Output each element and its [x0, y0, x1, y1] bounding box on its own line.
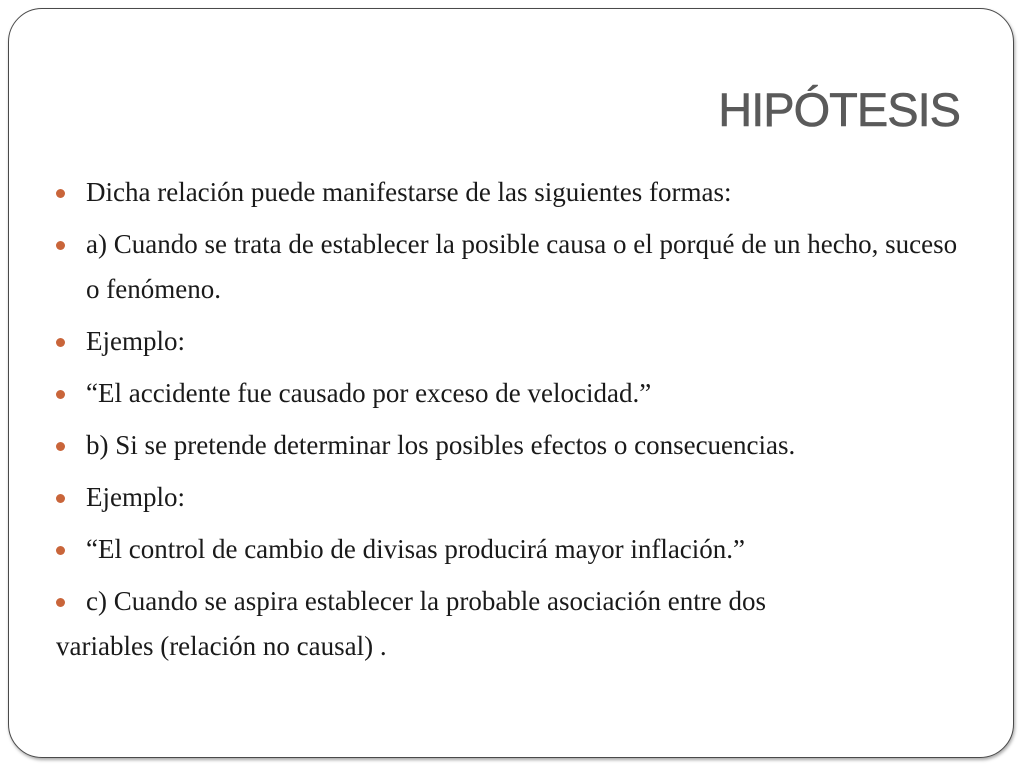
bullet-item	[56, 527, 976, 572]
bullet-item	[56, 319, 976, 364]
bullet-item	[56, 475, 976, 520]
bullet-item	[56, 423, 976, 468]
bullet-item	[56, 371, 976, 416]
bullet-text: “El accidente fue causado por exceso de velocidad.”	[86, 378, 652, 408]
bullet-dot-icon	[56, 390, 65, 399]
continuation-text: variables (relación no causal) .	[56, 631, 387, 661]
bullet-text: “El control de cambio de divisas producirá mayor inflación.”	[86, 534, 746, 564]
bullet-text: b) Si se pretende determinar los posibles efectos o consecuencias.	[86, 430, 796, 460]
bullet-text: Ejemplo:	[86, 482, 185, 512]
bullet-dot-icon	[56, 241, 65, 250]
bullet-item	[56, 170, 976, 215]
bullet-list	[56, 170, 976, 624]
slide-content	[56, 170, 976, 669]
bullet-item	[56, 222, 976, 312]
bullet-text: Dicha relación puede manifestarse de las siguientes formas:	[86, 177, 732, 207]
bullet-item	[56, 579, 976, 624]
bullet-dot-icon	[56, 546, 65, 555]
bullet-dot-icon	[56, 338, 65, 347]
bullet-text: Ejemplo:	[86, 326, 185, 356]
bullet-text: c) Cuando se aspira establecer la probable asociación entre dos	[86, 586, 766, 616]
bullet-dot-icon	[56, 494, 65, 503]
slide-title: HIPÓTESIS	[718, 83, 960, 136]
bullet-dot-icon	[56, 189, 65, 198]
bullet-dot-icon	[56, 442, 65, 451]
bullet-dot-icon	[56, 598, 65, 607]
bullet-text: a) Cuando se trata de establecer la posible causa o el porqué de un hecho, suceso o fenómeno.	[86, 229, 958, 304]
